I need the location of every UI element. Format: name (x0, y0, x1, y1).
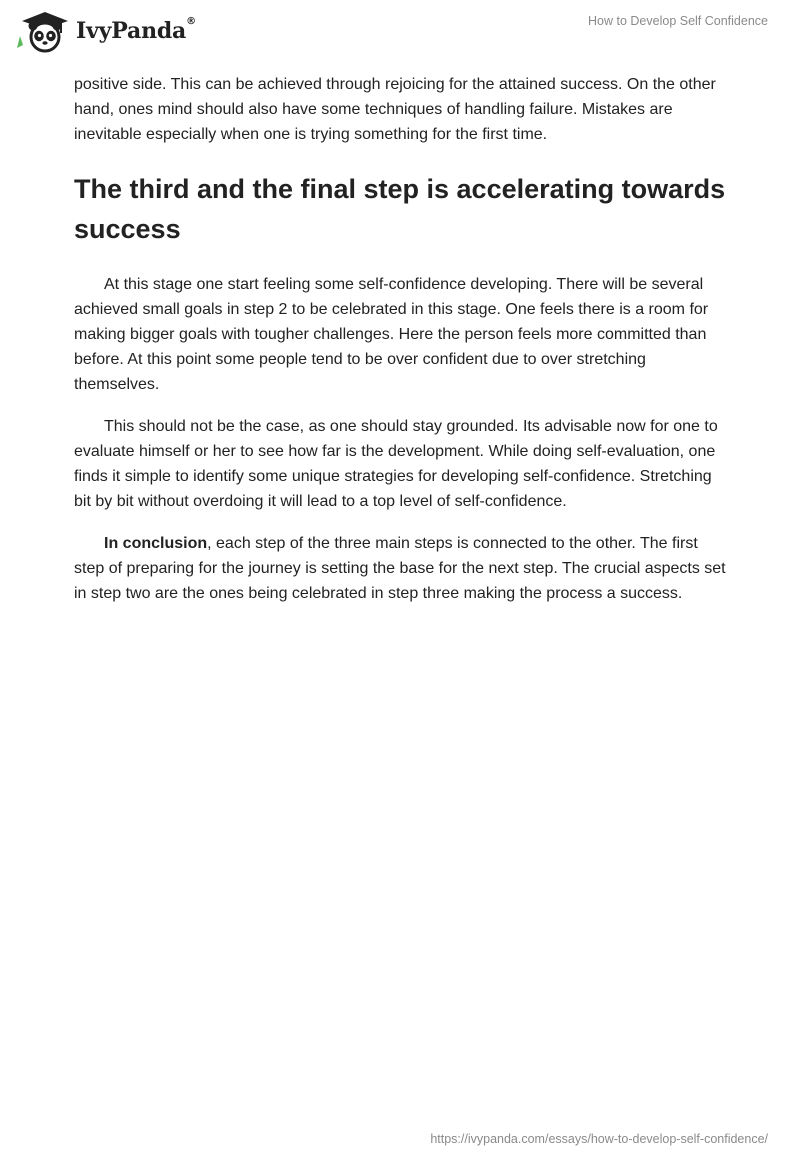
essay-content (74, 72, 726, 623)
brand-logo[interactable] (14, 8, 196, 54)
section-heading: The third and the final step is accelerating towards success (74, 174, 726, 244)
registered-mark: ® (186, 16, 196, 27)
panda-graduate-logo-icon (14, 8, 74, 54)
source-url[interactable]: https://ivypanda.com/essays/how-to-develop-self-confidence/ (430, 1132, 768, 1146)
body-paragraph-1: At this stage one start feeling some self-confidence developing. There will be several achieved small goals in step 2 to be celebrated in this stage. One feels there is a room for making bigger goals with tougher challenges. Here the person feels more committed than before. At this point some people tend to be over confident due to over stretching themselves. (74, 276, 709, 393)
conclusion-paragraph (74, 531, 726, 606)
intro-paragraph: positive side. This can be achieved through rejoicing for the attained success. On the other hand, ones mind should also have some techniques of handling failure. Mistakes are inevitable especially when one is trying something for the first time. (74, 76, 716, 143)
page-header (0, 0, 800, 60)
body-paragraph-2: This should not be the case, as one should stay grounded. Its advisable now for one to evaluate himself or her to see how far is the development. While doing self-evaluation, one finds it simple to identify some unique strategies for developing self-confidence. Stretching bit by bit without overdoing it will lead to a top level of self-confidence. (74, 418, 718, 510)
conclusion-lead: In conclusion (104, 535, 208, 552)
brand-name: IvyPanda® (76, 16, 196, 44)
document-title: How to Develop Self Confidence (588, 14, 768, 28)
conclusion-text: , each step of the three main steps is connected to the other. The first step of preparing for the journey is setting the base for the next step. The crucial aspects set in step two are the ones being celebrated in step three making the process a success. (74, 535, 726, 602)
